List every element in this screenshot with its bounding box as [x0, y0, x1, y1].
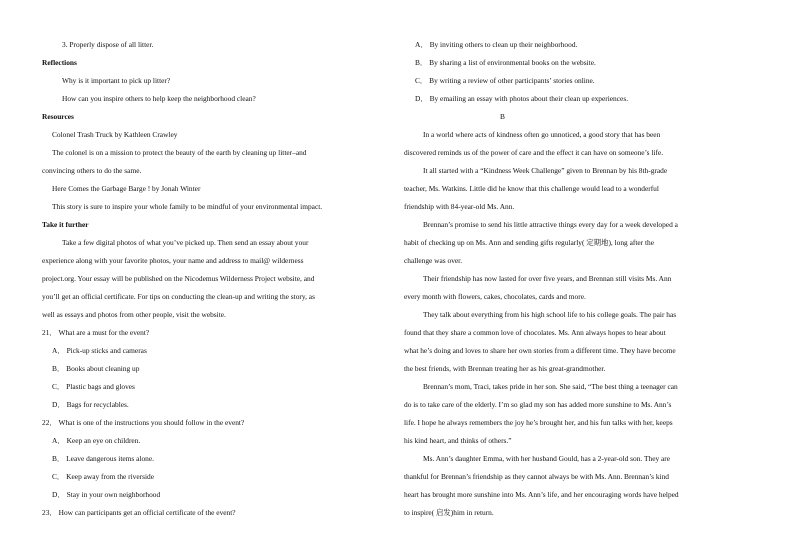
passage-line: do is to take care of the elderly. I’m so glad my son has added more sunshine to Ms. Ann’s [404, 400, 672, 409]
paragraph-line: you’ll get an official certificate. For tips on conducting the clean-up and writing the story, as [42, 292, 315, 301]
passage-line: what he’s doing and loves to share her own stories from a different time. They have become [404, 346, 676, 355]
question-22-option-a: A． Keep an eye on children. [52, 436, 141, 445]
section-b-heading: B [500, 112, 505, 121]
passage-line: Brennan’s mom, Traci, takes pride in her son. She said, “The best thing a teenager can [423, 382, 678, 391]
take-it-further-heading: Take it further [42, 220, 89, 229]
passage-line: It all started with a “Kindness Week Challenge” given to Brennan by his 8th-grade [423, 166, 668, 175]
resources-heading: Resources [42, 112, 74, 121]
paragraph-line: experience along with your favorite photos, your name and address to mail@ wilderness [42, 256, 304, 265]
question-23-option-d: D． By emailing an essay with photos about their clean up experiences. [415, 94, 629, 103]
question-21: 21． What are a must for the event? [42, 328, 150, 337]
reflection-question-2: How can you inspire others to help keep the neighborhood clean? [62, 94, 256, 103]
reflection-question-1: Why is it important to pick up litter? [62, 76, 171, 85]
question-22-option-b: B． Leave dangerous items alone. [52, 454, 155, 463]
question-22-option-c: C． Keep away from the riverside [52, 472, 154, 481]
paragraph-line: project.org. Your essay will be published on the Nicodemus Wilderness Project website, and [42, 274, 315, 283]
passage-line: heart has brought more sunshine into Ms. Ann’s life, and her encouraging words have helped [404, 490, 679, 499]
passage-line: friendship with 84-year-old Ms. Ann. [404, 202, 515, 211]
question-22: 22． What is one of the instructions you should follow in the event? [42, 418, 245, 427]
question-21-option-a: A． Pick-up sticks and cameras [52, 346, 147, 355]
question-23: 23． How can participants get an official certificate of the event? [42, 508, 236, 517]
resource-book-1: Colonel Trash Truck by Kathleen Crawley [52, 130, 178, 139]
reflections-heading: Reflections [42, 58, 77, 67]
passage-line: every month with flowers, cakes, chocolates, cards and more. [404, 292, 586, 301]
question-21-option-b: B． Books about cleaning up [52, 364, 140, 373]
resource-book-2: Here Comes the Garbage Barge ! by Jonah Winter [52, 184, 201, 193]
passage-line: Their friendship has now lasted for over five years, and Brennan still visits Ms. Ann [423, 274, 672, 283]
question-22-option-d: D． Stay in your own neighborhood [52, 490, 161, 499]
passage-line: thankful for Brennan’s friendship as they cannot always be with Ms. Ann. Brennan’s kind [404, 472, 669, 481]
question-23-option-b: B． By sharing a list of environmental books on the website. [415, 58, 596, 67]
passage-line: found that they share a common love of chocolates. Ms. Ann always hopes to hear about [404, 328, 666, 337]
passage-line: teacher, Ms. Watkins. Little did he know that this challenge would lead to a wonderful [404, 184, 659, 193]
paragraph-line: Take a few digital photos of what you’ve picked up. Then send an essay about your [62, 238, 309, 247]
passage-line: In a world where acts of kindness often go unnoticed, a good story that has been [423, 130, 661, 139]
passage-line: Brennan’s promise to send his little attractive things every day for a week developed a [423, 220, 678, 229]
question-23-option-c: C． By writing a review of other participants’ stories online. [415, 76, 595, 85]
instruction-3: 3. Properly dispose of all litter. [62, 40, 154, 49]
passage-line: challenge was over. [404, 256, 463, 265]
passage-line: discovered reminds us of the power of care and the effect it can have on someone’s life. [404, 148, 664, 157]
question-21-option-d: D． Bags for recyclables. [52, 400, 129, 409]
passage-line: to inspire( 启发)him in return. [404, 508, 494, 517]
resource-description-2: This story is sure to inspire your whole family to be mindful of your environmental impact. [52, 202, 323, 211]
passage-line: Ms. Ann’s daughter Emma, with her husband Gould, has a 2-year-old son. They are [423, 454, 671, 463]
passage-line: They talk about everything from his high school life to his college goals. The pair has [423, 310, 677, 319]
resource-description-1a: The colonel is on a mission to protect the beauty of the earth by cleaning up litter–and [52, 148, 307, 157]
passage-line: life. I hope he always remembers the joy he’s brought her, and his fun talks with her, keeps [404, 418, 673, 427]
passage-line: his kind heart, and thinks of others.” [404, 436, 512, 445]
question-23-option-a: A． By inviting others to clean up their neighborhood. [415, 40, 578, 49]
passage-line: habit of checking up on Ms. Ann and sending gifts regularly( 定期地), long after the [404, 238, 654, 247]
resource-description-1b: convincing others to do the same. [42, 166, 142, 175]
passage-line: the best friends, with Brennan treating her as his great-grandmother. [404, 364, 606, 373]
paragraph-line: well as essays and photos from other people, visit the website. [42, 310, 226, 319]
question-21-option-c: C． Plastic bags and gloves [52, 382, 135, 391]
